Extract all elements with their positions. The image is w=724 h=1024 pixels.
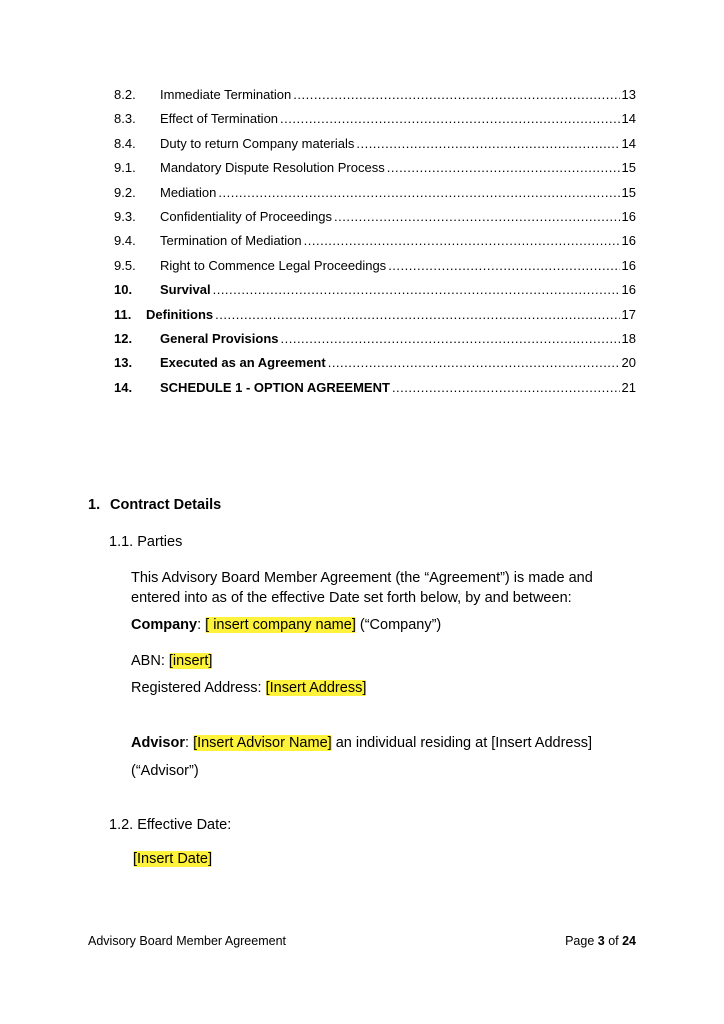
toc-leader-dots [281,331,620,346]
toc-page-number: 18 [621,330,636,346]
toc-number: 13. [114,355,133,371]
toc-leader-dots [293,87,619,102]
toc-title: Executed as an Agreement [160,355,326,371]
section-number: 1. [88,497,101,513]
address-placeholder: [Insert Address] [265,680,367,696]
toc-page-number: 16 [621,257,636,273]
toc-entry[interactable] [114,209,636,233]
toc-title: General Provisions [160,330,279,346]
toc-title: Termination of Mediation [160,233,302,249]
toc-entry[interactable] [114,136,636,160]
toc-title: Definitions [146,306,214,322]
parties-heading: 1.1. Parties [109,534,183,550]
toc-number: 9.2. [114,184,136,200]
effective-date-placeholder: [Insert Date] [133,851,212,867]
abn-label: ABN: [131,653,169,669]
toc-number: 10. [114,282,133,298]
abn-placeholder: [insert] [168,653,213,669]
toc-entry[interactable] [114,160,636,184]
toc-entry[interactable] [114,355,636,379]
effective-date-heading: 1.2. Effective Date: [109,817,232,833]
table-of-contents [114,87,636,404]
toc-number: 9.4. [114,233,136,249]
abn-line [131,653,212,669]
toc-number: 14. [114,379,133,395]
toc-title: Immediate Termination [160,87,292,102]
toc-number: 8.4. [114,135,136,151]
toc-title: Survival [160,282,211,298]
toc-leader-dots [387,160,620,175]
toc-page-number: 20 [621,355,636,371]
toc-entry[interactable] [114,185,636,209]
toc-title: Confidentiality of Proceedings [160,208,332,224]
toc-leader-dots [218,185,619,200]
company-separator: : [197,617,206,633]
toc-number: 9.5. [114,257,136,273]
toc-title: Effect of Termination [160,111,279,127]
company-line [131,617,441,633]
toc-leader-dots [304,233,620,248]
advisor-separator: : [185,735,194,751]
page-of: of [604,934,623,948]
toc-title: Mediation [160,184,217,200]
toc-leader-dots [392,380,620,395]
toc-leader-dots [215,307,619,322]
toc-number: 9.1. [114,160,136,176]
company-label: Company [131,617,198,633]
page-total: 24 [622,934,636,948]
toc-number: 8.3. [114,111,136,127]
company-name-placeholder: [ insert company name] [205,617,356,633]
toc-page-number: 13 [621,87,636,102]
toc-entry[interactable] [114,233,636,257]
toc-page-number: 14 [621,135,636,151]
toc-number: 9.3. [114,208,136,224]
advisor-line [131,735,592,751]
toc-page-number: 14 [621,111,636,127]
section-heading [88,497,221,513]
toc-leader-dots [334,209,620,224]
advisor-name-placeholder: [Insert Advisor Name] [193,735,332,751]
toc-leader-dots [213,282,620,297]
toc-entry[interactable] [114,331,636,355]
toc-number: 8.2. [114,87,136,102]
toc-leader-dots [328,355,620,370]
toc-page-number: 15 [621,160,636,176]
toc-leader-dots [388,258,619,273]
intro-paragraph: This Advisory Board Member Agreement (the “Agreement”) is made and entered into as of the effective Date set forth below, by and between: [131,570,593,606]
toc-page-number: 21 [621,379,636,395]
footer-title: Advisory Board Member Agreement [88,934,287,948]
toc-entry[interactable] [114,258,636,282]
toc-page-number: 16 [621,208,636,224]
footer-page-number [565,934,636,948]
toc-leader-dots [356,136,619,151]
advisor-alias: (“Advisor”) [131,763,199,779]
toc-entry[interactable] [114,111,636,135]
toc-page-number: 16 [621,282,636,298]
toc-entry[interactable] [114,380,636,404]
address-line [131,680,366,696]
toc-number: 12. [114,330,133,346]
company-alias: (“Company”) [355,617,442,633]
toc-entry[interactable] [114,282,636,306]
toc-title: Mandatory Dispute Resolution Process [160,160,385,176]
toc-title: Duty to return Company materials [160,135,355,151]
advisor-residence: an individual residing at [Insert Address] [331,735,593,751]
toc-title: Right to Commence Legal Proceedings [160,257,387,273]
toc-leader-dots [280,111,620,126]
toc-entry[interactable] [114,87,636,111]
toc-title: SCHEDULE 1 - OPTION AGREEMENT [160,379,390,395]
toc-entry[interactable] [114,307,636,331]
page-current: 3 [597,934,605,948]
address-label: Registered Address: [131,680,266,696]
advisor-label: Advisor [131,735,185,751]
toc-number: 11. [114,306,132,322]
toc-page-number: 15 [621,184,636,200]
effective-date-line [133,851,212,867]
toc-page-number: 17 [621,306,636,322]
page-prefix: Page [565,934,598,948]
section-title: Contract Details [110,497,222,513]
toc-page-number: 16 [621,233,636,249]
